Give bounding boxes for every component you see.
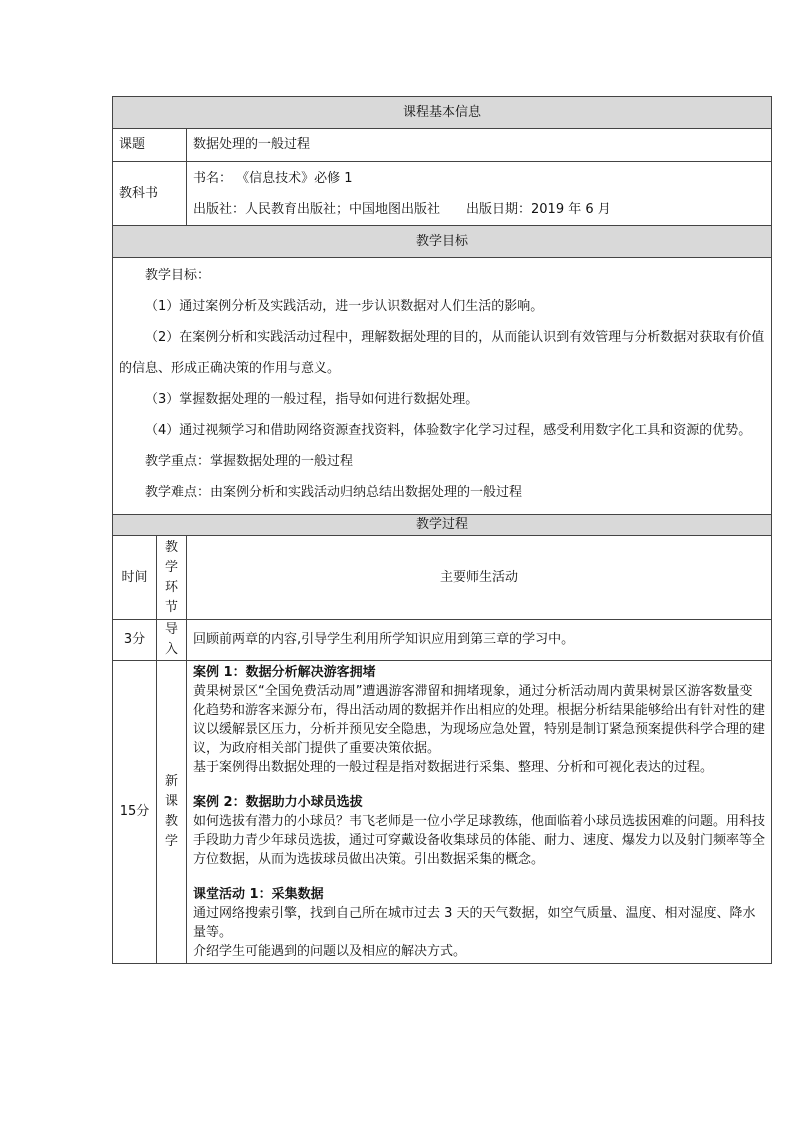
activity1-note: 介绍学生可能遇到的问题以及相应的解决方式。 [193, 944, 467, 959]
case1-summary: 基于案例得出数据处理的一般过程是指对数据进行采集、整理、分析和可视化表达的过程。 [193, 760, 714, 775]
objectives-header: 教学目标 [113, 226, 772, 258]
book-name: 书名： 《信息技术》必修 1 [193, 170, 353, 186]
objective-item-1: （1）通过案例分析及实践活动，进一步认识数据对人们生活的影响。 [145, 299, 544, 314]
stage-char: 课 [164, 794, 178, 809]
objective-item-4: （4）通过视频学习和借助网络资源查找资料，体验数字化学习过程，感受利用数字化工具和资源的优势。 [145, 423, 752, 438]
publish-date: 出版日期：2019 年 6 月 [466, 201, 611, 217]
stage-char: 新 [164, 774, 178, 789]
case2-title: 案例 2：数据助力小球员选拔 [193, 795, 363, 810]
activity1-text: 通过网络搜索引擎，找到自己所在城市过去 3 天的天气数据，如空气质量、温度、相对湿度、降水量等。 [193, 906, 756, 940]
row1-stage [157, 620, 187, 661]
objectives-heading: 教学目标： [145, 268, 211, 283]
row2-time: 15分 [113, 661, 157, 964]
row2-content [187, 661, 772, 964]
col-stage-header [157, 536, 187, 620]
row1-content: 回顾前两章的内容,引导学生利用所学知识应用到第三章的学习中。 [187, 620, 772, 661]
textbook-label: 教科书 [113, 162, 187, 226]
row1-time: 3分 [113, 620, 157, 661]
stage-char: 学 [164, 834, 178, 849]
topic-label: 课题 [113, 129, 187, 162]
stage-char: 入 [164, 642, 178, 657]
lesson-plan-table [112, 96, 772, 964]
process-header: 教学过程 [113, 515, 772, 536]
stage-char: 学 [164, 559, 178, 575]
difficulty: 教学难点：由案例分析和实践活动归纳总结出数据处理的一般过程 [145, 485, 523, 500]
stage-char: 节 [164, 599, 178, 615]
col-time-header: 时间 [113, 536, 157, 620]
objectives-body [113, 258, 772, 515]
stage-char: 环 [164, 579, 178, 595]
objective-item-3: （3）掌握数据处理的一般过程，指导如何进行数据处理。 [145, 392, 479, 407]
stage-char: 导 [164, 622, 178, 637]
textbook-info [187, 162, 772, 226]
topic-value: 数据处理的一般过程 [187, 129, 772, 162]
publisher: 出版社：人民教育出版社；中国地图出版社 [193, 201, 441, 217]
basic-info-header: 课程基本信息 [113, 97, 772, 129]
case1-title: 案例 1：数据分析解决游客拥堵 [193, 665, 376, 680]
stage-char: 教 [164, 539, 178, 555]
case1-text: 黄果树景区“全国免费活动周”遭遇游客滞留和拥堵现象，通过分析活动周内黄果树景区游客数量变化趋势和游客来源分布，得出活动周的数据并作出相应的处理。根据分析结果能够给出有针对性的建议以缓解景区压力，分析并预见安全隐患，为现场应急处置，特别是制订紧急预案提供科学合理的建议，为政府相关部门提供了重要决策依据。 [193, 684, 766, 756]
stage-char: 教 [164, 814, 178, 829]
activity1-title: 课堂活动 1：采集数据 [193, 887, 324, 902]
col-activity-header: 主要师生活动 [187, 536, 772, 620]
objective-item-2: （2）在案例分析和实践活动过程中，理解数据处理的目的，从而能认识到有效管理与分析数据对获取有价值的信息、形成正确决策的作用与意义。 [119, 330, 765, 376]
key-point: 教学重点：掌握数据处理的一般过程 [145, 454, 354, 469]
row2-stage [157, 661, 187, 964]
case2-text: 如何选拔有潜力的小球员？韦飞老师是一位小学足球教练，他面临着小球员选拔困难的问题。用科技手段助力青少年球员选拔，通过可穿戴设备收集球员的体能、耐力、速度、爆发力以及射门频率等全方位数据，从而为选拔球员做出决策。引出数据采集的概念。 [193, 814, 766, 867]
publisher-line [193, 194, 765, 225]
